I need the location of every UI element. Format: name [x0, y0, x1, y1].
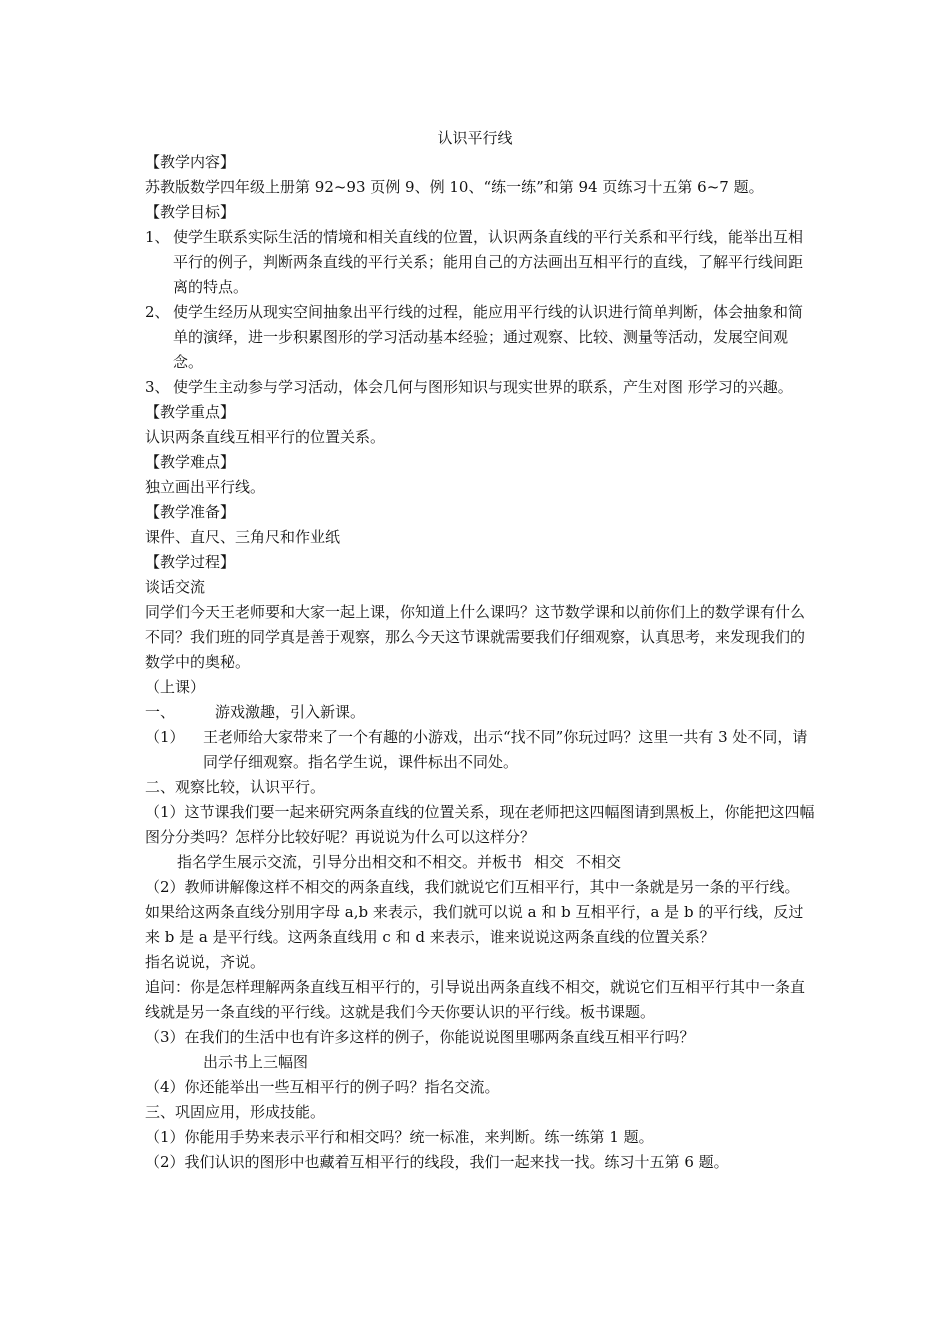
part-two-paragraph: 指名说说，齐说。 — [145, 953, 266, 971]
key-point-text: 认识两条直线互相平行的位置关系。 — [145, 428, 386, 446]
part-two-paragraph: （1）这节课我们要一起来研究两条直线的位置关系，现在老师把这四幅图请到黑板上，你能把这四幅图分分类吗？怎样分比较好呢？再说说为什么可以这样分？ — [145, 803, 815, 846]
part-two-paragraph: 如果给这两条直线分别用字母 a,b 来表示，我们就可以说 a 和 b 互相平行，a 是 b 的平行线，反过来 b 是 a 是平行线。这两条直线用 c 和 d 来表示，谁来说说这两条直线的位置关系？ — [145, 903, 804, 946]
preparation-heading: 【教学准备】 — [145, 503, 236, 521]
part-two-title: 二、观察比较，认识平行。 — [145, 778, 326, 796]
talk-paragraph: 同学们今天王老师要和大家一起上课，你知道上什么课吗？这节数学课和以前你们上的数学课有什么不同？我们班的同学真是善于观察，那么今天这节课就需要我们仔细观察，认真思考，来发现我们的数学中的奥秘。 — [145, 603, 806, 671]
part-two-paragraph: （4）你还能举出一些互相平行的例子吗？指名交流。 — [145, 1078, 500, 1096]
part-one-item-text: 王老师给大家带来了一个有趣的小游戏，出示“找不同”你玩过吗？这里一共有 3 处不同，请同学仔细观察。指名学生说，课件标出不同处。 — [203, 728, 808, 771]
teaching-content-text: 苏教版数学四年级上册第 92~93 页例 9、例 10、“练一练”和第 94 页练习十五第 6~7 题。 — [145, 178, 764, 196]
goal-number: 1、 — [145, 228, 170, 246]
goal-number: 3、 — [145, 378, 170, 396]
part-one-title — [145, 700, 815, 725]
part-three-title: 三、巩固应用，形成技能。 — [145, 1103, 326, 1121]
class-start-note: （上课） — [145, 678, 206, 696]
goal-item — [145, 375, 815, 400]
goal-text: 使学生主动参与学习活动，体会几何与图形知识与现实世界的联系，产生对图 形学习的兴趣。 — [173, 378, 793, 396]
goal-item — [145, 225, 815, 300]
part-three-paragraph: （1）你能用手势来表示平行和相交吗？统一标准，来判断。练一练第 1 题。 — [145, 1128, 654, 1146]
goal-text: 使学生经历从现实空间抽象出平行线的过程，能应用平行线的认识进行简单判断，体会抽象和简单的演绎，进一步积累图形的学习活动基本经验；通过观察、比较、测量等活动，发展空间观念。 — [173, 303, 804, 371]
part-one-text: 游戏激趣，引入新课。 — [215, 703, 366, 721]
document-title: 认识平行线 — [437, 129, 513, 147]
difficulty-text: 独立画出平行线。 — [145, 478, 266, 496]
key-point-heading: 【教学重点】 — [145, 403, 236, 421]
document-body — [145, 150, 815, 1175]
part-two-paragraph: 出示书上三幅图 — [203, 1053, 309, 1071]
goal-item — [145, 300, 815, 375]
part-two-board-line — [145, 850, 815, 875]
part-one-number: 一、 — [145, 703, 176, 721]
part-two-paragraph: （3）在我们的生活中也有许多这样的例子，你能说说图里哪两条直线互相平行吗？ — [145, 1028, 695, 1046]
part-three-paragraph: （2）我们认识的图形中也藏着互相平行的线段，我们一起来找一找。练习十五第 6 题。 — [145, 1153, 729, 1171]
talk-heading: 谈话交流 — [145, 578, 206, 596]
part-one-item-number: （1） — [145, 728, 185, 746]
teaching-goals-heading: 【教学目标】 — [145, 203, 236, 221]
teaching-content-heading: 【教学内容】 — [145, 153, 236, 171]
part-two-paragraph: （2）教师讲解像这样不相交的两条直线，我们就说它们互相平行，其中一条就是另一条的平行线。 — [145, 878, 800, 896]
goal-text: 使学生联系实际生活的情境和相关直线的位置，认识两条直线的平行关系和平行线，能举出互相平行的例子，判断两条直线的平行关系；能用自己的方法画出互相平行的直线，了解平行线间距离的特点。 — [173, 228, 804, 296]
goal-number: 2、 — [145, 303, 170, 321]
process-heading: 【教学过程】 — [145, 553, 236, 571]
part-two-paragraph: 追问：你是怎样理解两条直线互相平行的，引导说出两条直线不相交，就说它们互相平行其中一条直线就是另一条直线的平行线。这就是我们今天你要认识的平行线。板书课题。 — [145, 978, 806, 1021]
part-one-item — [145, 725, 815, 775]
difficulty-heading: 【教学难点】 — [145, 453, 236, 471]
board-term-not-intersect: 不相交 — [576, 853, 622, 871]
board-note: 指名学生展示交流，引导分出相交和不相交。并板书 — [177, 853, 523, 871]
board-term-intersect: 相交 — [534, 853, 565, 871]
preparation-text: 课件、直尺、三角尺和作业纸 — [145, 528, 341, 546]
